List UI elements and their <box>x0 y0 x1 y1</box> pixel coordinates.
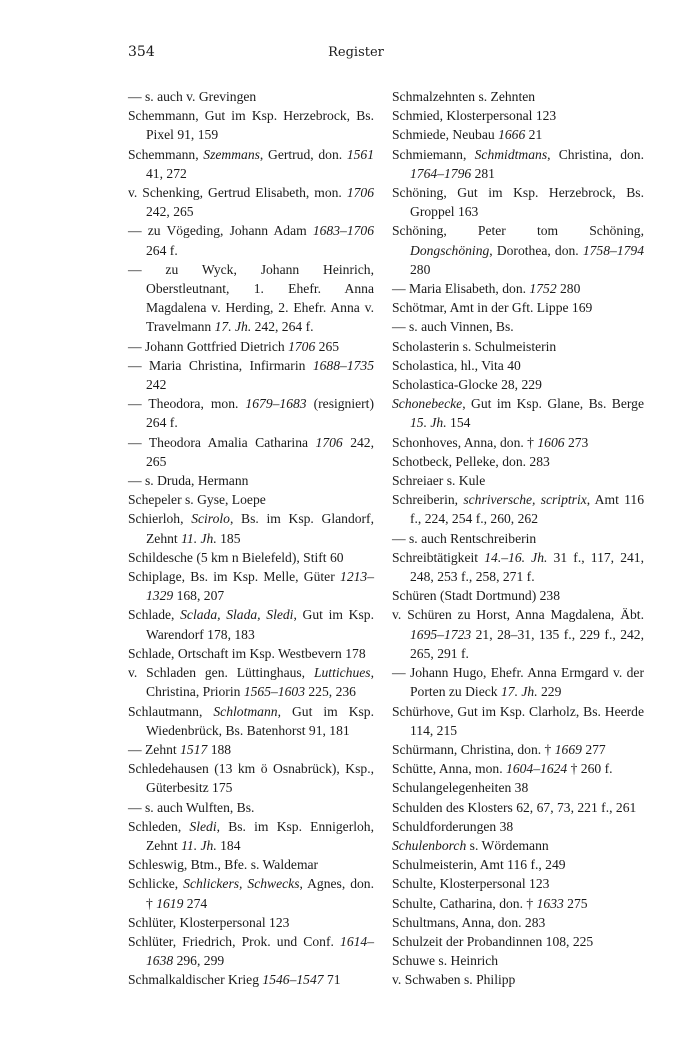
index-entry: Schultmans, Anna, don. 283 <box>392 914 546 930</box>
index-entry: Scholastica-Glocke 28, 229 <box>392 377 542 393</box>
index-entry: Schöning, Peter tom Schöning, Dongschöning, Dorothea, don. 1758–1794 280 <box>392 223 644 277</box>
index-entry: Schledehausen (13 km ö Osnabrück), Ksp., Güterbesitz 175 <box>128 761 374 796</box>
index-entry: v. Schwaben s. Philipp <box>392 972 516 988</box>
index-entry: Schierloh, Scirolo, Bs. im Ksp. Glandorf, Zehnt 11. Jh. 185 <box>128 511 374 546</box>
index-entry: Schlade, Ortschaft im Ksp. Westbevern 178 <box>128 645 366 661</box>
index-entry: — zu Vögeding, Johann Adam 1683–1706 264 f. <box>128 223 374 258</box>
index-entry: Schlüter, Klosterpersonal 123 <box>128 914 290 930</box>
index-column-left <box>128 87 374 990</box>
index-entry: Schemmann, Gut im Ksp. Herzebrock, Bs. Pixel 91, 159 <box>128 108 374 143</box>
index-entry: Schöning, Gut im Ksp. Herzebrock, Bs. Groppel 163 <box>392 185 644 220</box>
index-entry: — zu Wyck, Johann Heinrich, Oberstleutnant, 1. Ehefr. Anna Magdalena v. Herding, 2. Ehefr. Anna v. Travelmann 17. Jh. 242, 264 f. <box>128 261 374 335</box>
index-entry: Schildesche (5 km n Bielefeld), Stift 60 <box>128 549 344 565</box>
index-entry: Schuwe s. Heinrich <box>392 953 499 969</box>
index-entry: Scholasterin s. Schulmeisterin <box>392 338 557 354</box>
index-entry: — Johann Gottfried Dietrich 1706 265 <box>128 338 340 354</box>
page-number: 354 <box>128 44 155 60</box>
index-entry: Schreibtätigkeit 14.–16. Jh. 31 f., 117, 241, 248, 253 f., 258, 271 f. <box>392 549 645 585</box>
index-entry: Schreiberin, schriversche, scriptrix, Amt 116 f., 224, 254 f., 260, 262 <box>392 492 644 527</box>
index-entry: Schmalkaldischer Krieg 1546–1547 71 <box>128 972 341 988</box>
index-entry: Schotbeck, Pelleke, don. 283 <box>392 453 550 469</box>
index-entry: Schiplage, Bs. im Ksp. Melle, Güter 1213–1329 168, 207 <box>128 569 374 604</box>
index-entry: Schmalzehnten s. Zehnten <box>392 89 536 104</box>
index-entry: v. Schüren zu Horst, Anna Magdalena, Äbt. 1695–1723 21, 28–31, 135 f., 229 f., 242, 265, 291 f. <box>392 607 644 661</box>
page-header <box>128 44 584 66</box>
index-entry: Schepeler s. Gyse, Loepe <box>128 492 266 508</box>
index-entry: Schleden, Sledi, Bs. im Ksp. Ennigerloh, Zehnt 11. Jh. 184 <box>128 818 374 853</box>
index-entry: Schulte, Catharina, don. † 1633 275 <box>392 895 588 911</box>
index-entry: — s. auch Rentschreiberin <box>392 530 537 546</box>
index-entry: Schmied, Klosterpersonal 123 <box>392 108 557 124</box>
index-column-right <box>392 87 644 990</box>
index-entry: v. Schladen gen. Lüttinghaus, Luttichues, Christina, Priorin 1565–1603 225, 236 <box>128 665 374 700</box>
index-entry: Schmiemann, Schmidtmans, Christina, don. 1764–1796 281 <box>392 146 644 181</box>
index-entry: v. Schenking, Gertrud Elisabeth, mon. 1706 242, 265 <box>128 185 374 220</box>
index-entry: Schleswig, Btm., Bfe. s. Waldemar <box>128 857 319 873</box>
index-entry: Schlade, Sclada, Slada, Sledi, Gut im Ksp. Warendorf 178, 183 <box>128 607 374 642</box>
index-entry: Schulenborch s. Wördemann <box>392 837 549 853</box>
index-entry: Schuldforderungen 38 <box>392 818 514 834</box>
index-entry: — Theodora Amalia Catharina 1706 242, 265 <box>128 434 375 469</box>
index-entry: — Zehnt 1517 188 <box>128 741 232 757</box>
index-entry: Schüren (Stadt Dortmund) 238 <box>392 588 561 604</box>
index-entry: — Maria Elisabeth, don. 1752 280 <box>392 281 581 297</box>
index-entry: — s. Druda, Hermann <box>128 473 249 489</box>
index-entry: Schreiaer s. Kule <box>392 473 486 489</box>
index-entry: Schulangelegenheiten 38 <box>392 780 529 796</box>
index-entry: Schulmeisterin, Amt 116 f., 249 <box>392 857 566 873</box>
index-entry: Schulzeit der Probandinnen 108, 225 <box>392 933 594 949</box>
index-entry: — s. auch Wulften, Bs. <box>128 799 255 815</box>
index-entry: Schlüter, Friedrich, Prok. und Conf. 1614–1638 296, 299 <box>128 933 374 969</box>
index-entry: Scholastica, hl., Vita 40 <box>392 357 521 373</box>
index-entry: Schürhove, Gut im Ksp. Clarholz, Bs. Heerde 114, 215 <box>392 703 644 738</box>
index-entry: Schötmar, Amt in der Gft. Lippe 169 <box>392 300 593 316</box>
index-entry: Schonhoves, Anna, don. † 1606 273 <box>392 434 589 450</box>
index-entry: — Theodora, mon. 1679–1683 (resigniert) 264 f. <box>128 396 374 431</box>
index-entry: — s. auch Vinnen, Bs. <box>392 319 514 335</box>
index-entry: — Maria Christina, Infirmarin 1688–1735 242 <box>128 357 374 393</box>
index-entry: Schonebecke, Gut im Ksp. Glane, Bs. Berge 15. Jh. 154 <box>392 396 644 431</box>
index-entry: Schulte, Klosterpersonal 123 <box>392 876 550 892</box>
index-entry: — s. auch v. Grevingen <box>128 89 257 104</box>
index-entry: Schürmann, Christina, don. † 1669 277 <box>392 741 606 757</box>
index-entry: Schulden des Klosters 62, 67, 73, 221 f., 261 <box>392 799 637 815</box>
index-entry: Schmiede, Neubau 1666 21 <box>392 127 543 143</box>
index-entry: Schlicke, Schlickers, Schwecks, Agnes, don. † 1619 274 <box>128 876 374 911</box>
index-entry: Schlautmann, Schlotmann, Gut im Ksp. Wiedenbrück, Bs. Batenhorst 91, 181 <box>128 703 374 738</box>
index-entry: Schemmann, Szemmans, Gertrud, don. 1561 41, 272 <box>128 146 374 181</box>
index-entry: Schütte, Anna, mon. 1604–1624 † 260 f. <box>392 761 613 777</box>
index-entry: — Johann Hugo, Ehefr. Anna Ermgard v. der Porten zu Dieck 17. Jh. 229 <box>392 665 644 700</box>
running-title: Register <box>328 45 384 60</box>
